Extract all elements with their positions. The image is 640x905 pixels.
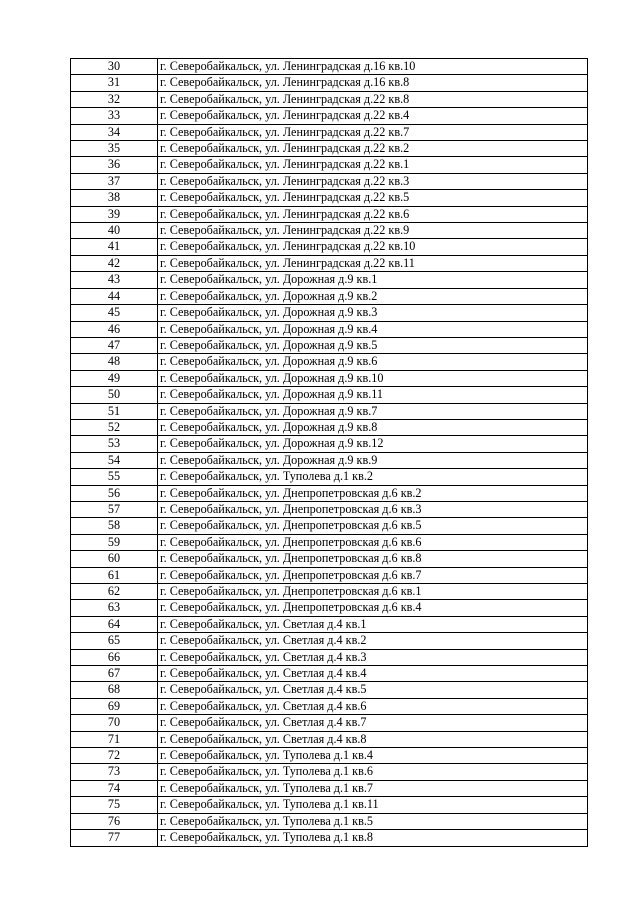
- address-cell: г. Северобайкальск, ул. Днепропетровская д.6 кв.4: [158, 600, 588, 616]
- table-row: [71, 387, 588, 403]
- table-row: [71, 715, 588, 731]
- row-number-cell: 38: [71, 190, 158, 206]
- address-cell: г. Северобайкальск, ул. Ленинградская д.22 кв.7: [158, 124, 588, 140]
- row-number-cell: 67: [71, 666, 158, 682]
- table-row: [71, 469, 588, 485]
- address-cell: г. Северобайкальск, ул. Дорожная д.9 кв.4: [158, 321, 588, 337]
- table-row: [71, 419, 588, 435]
- row-number-cell: 66: [71, 649, 158, 665]
- row-number-cell: 68: [71, 682, 158, 698]
- table-row: [71, 223, 588, 239]
- row-number-cell: 54: [71, 452, 158, 468]
- address-cell: г. Северобайкальск, ул. Туполева д.1 кв.11: [158, 797, 588, 813]
- address-cell: г. Северобайкальск, ул. Туполева д.1 кв.2: [158, 469, 588, 485]
- table-row: [71, 534, 588, 550]
- row-number-cell: 75: [71, 797, 158, 813]
- row-number-cell: 36: [71, 157, 158, 173]
- address-cell: г. Северобайкальск, ул. Светлая д.4 кв.2: [158, 633, 588, 649]
- row-number-cell: 30: [71, 59, 158, 75]
- row-number-cell: 50: [71, 387, 158, 403]
- row-number-cell: 35: [71, 141, 158, 157]
- row-number-cell: 34: [71, 124, 158, 140]
- row-number-cell: 70: [71, 715, 158, 731]
- table-row: [71, 370, 588, 386]
- table-row: [71, 288, 588, 304]
- table-row: [71, 780, 588, 796]
- table-row: [71, 551, 588, 567]
- row-number-cell: 31: [71, 75, 158, 91]
- address-cell: г. Северобайкальск, ул. Ленинградская д.22 кв.11: [158, 255, 588, 271]
- table-row: [71, 337, 588, 353]
- row-number-cell: 46: [71, 321, 158, 337]
- table-row: [71, 501, 588, 517]
- address-cell: г. Северобайкальск, ул. Дорожная д.9 кв.3: [158, 305, 588, 321]
- table-row: [71, 633, 588, 649]
- row-number-cell: 53: [71, 436, 158, 452]
- address-cell: г. Северобайкальск, ул. Туполева д.1 кв.5: [158, 813, 588, 829]
- address-cell: г. Северобайкальск, ул. Туполева д.1 кв.8: [158, 830, 588, 846]
- table-row: [71, 682, 588, 698]
- address-cell: г. Северобайкальск, ул. Светлая д.4 кв.5: [158, 682, 588, 698]
- table-row: [71, 321, 588, 337]
- address-cell: г. Северобайкальск, ул. Туполева д.1 кв.6: [158, 764, 588, 780]
- row-number-cell: 33: [71, 108, 158, 124]
- row-number-cell: 45: [71, 305, 158, 321]
- table-row: [71, 764, 588, 780]
- address-cell: г. Северобайкальск, ул. Дорожная д.9 кв.9: [158, 452, 588, 468]
- table-row: [71, 354, 588, 370]
- address-cell: г. Северобайкальск, ул. Ленинградская д.22 кв.10: [158, 239, 588, 255]
- address-table: [70, 58, 588, 847]
- row-number-cell: 40: [71, 223, 158, 239]
- row-number-cell: 59: [71, 534, 158, 550]
- address-cell: г. Северобайкальск, ул. Туполева д.1 кв.4: [158, 748, 588, 764]
- row-number-cell: 55: [71, 469, 158, 485]
- address-cell: г. Северобайкальск, ул. Светлая д.4 кв.3: [158, 649, 588, 665]
- table-row: [71, 75, 588, 91]
- address-cell: г. Северобайкальск, ул. Ленинградская д.22 кв.5: [158, 190, 588, 206]
- row-number-cell: 71: [71, 731, 158, 747]
- address-cell: г. Северобайкальск, ул. Светлая д.4 кв.8: [158, 731, 588, 747]
- address-cell: г. Северобайкальск, ул. Светлая д.4 кв.1: [158, 616, 588, 632]
- address-cell: г. Северобайкальск, ул. Днепропетровская д.6 кв.6: [158, 534, 588, 550]
- address-cell: г. Северобайкальск, ул. Ленинградская д.22 кв.8: [158, 91, 588, 107]
- table-row: [71, 190, 588, 206]
- table-row: [71, 452, 588, 468]
- row-number-cell: 69: [71, 698, 158, 714]
- address-cell: г. Северобайкальск, ул. Дорожная д.9 кв.8: [158, 419, 588, 435]
- address-cell: г. Северобайкальск, ул. Дорожная д.9 кв.2: [158, 288, 588, 304]
- address-cell: г. Северобайкальск, ул. Днепропетровская д.6 кв.8: [158, 551, 588, 567]
- address-cell: г. Северобайкальск, ул. Днепропетровская д.6 кв.3: [158, 501, 588, 517]
- row-number-cell: 58: [71, 518, 158, 534]
- address-cell: г. Северобайкальск, ул. Светлая д.4 кв.6: [158, 698, 588, 714]
- table-row: [71, 272, 588, 288]
- address-cell: г. Северобайкальск, ул. Днепропетровская д.6 кв.5: [158, 518, 588, 534]
- address-cell: г. Северобайкальск, ул. Светлая д.4 кв.4: [158, 666, 588, 682]
- row-number-cell: 72: [71, 748, 158, 764]
- row-number-cell: 44: [71, 288, 158, 304]
- address-cell: г. Северобайкальск, ул. Днепропетровская д.6 кв.7: [158, 567, 588, 583]
- row-number-cell: 39: [71, 206, 158, 222]
- address-cell: г. Северобайкальск, ул. Днепропетровская д.6 кв.2: [158, 485, 588, 501]
- table-row: [71, 157, 588, 173]
- table-row: [71, 485, 588, 501]
- address-cell: г. Северобайкальск, ул. Ленинградская д.22 кв.4: [158, 108, 588, 124]
- table-row: [71, 797, 588, 813]
- table-row: [71, 600, 588, 616]
- row-number-cell: 65: [71, 633, 158, 649]
- address-cell: г. Северобайкальск, ул. Дорожная д.9 кв.12: [158, 436, 588, 452]
- address-cell: г. Северобайкальск, ул. Ленинградская д.16 кв.10: [158, 59, 588, 75]
- row-number-cell: 74: [71, 780, 158, 796]
- row-number-cell: 63: [71, 600, 158, 616]
- table-row: [71, 666, 588, 682]
- address-table-body: [71, 59, 588, 847]
- row-number-cell: 32: [71, 91, 158, 107]
- address-cell: г. Северобайкальск, ул. Ленинградская д.22 кв.6: [158, 206, 588, 222]
- table-row: [71, 173, 588, 189]
- address-cell: г. Северобайкальск, ул. Ленинградская д.16 кв.8: [158, 75, 588, 91]
- row-number-cell: 73: [71, 764, 158, 780]
- address-cell: г. Северобайкальск, ул. Дорожная д.9 кв.6: [158, 354, 588, 370]
- table-row: [71, 830, 588, 846]
- row-number-cell: 60: [71, 551, 158, 567]
- table-row: [71, 206, 588, 222]
- table-row: [71, 584, 588, 600]
- row-number-cell: 77: [71, 830, 158, 846]
- table-row: [71, 91, 588, 107]
- row-number-cell: 64: [71, 616, 158, 632]
- table-row: [71, 141, 588, 157]
- table-row: [71, 59, 588, 75]
- table-row: [71, 698, 588, 714]
- table-row: [71, 616, 588, 632]
- row-number-cell: 41: [71, 239, 158, 255]
- address-cell: г. Северобайкальск, ул. Туполева д.1 кв.7: [158, 780, 588, 796]
- row-number-cell: 52: [71, 419, 158, 435]
- row-number-cell: 76: [71, 813, 158, 829]
- table-row: [71, 731, 588, 747]
- table-row: [71, 813, 588, 829]
- row-number-cell: 62: [71, 584, 158, 600]
- address-cell: г. Северобайкальск, ул. Ленинградская д.22 кв.3: [158, 173, 588, 189]
- address-cell: г. Северобайкальск, ул. Ленинградская д.22 кв.9: [158, 223, 588, 239]
- address-cell: г. Северобайкальск, ул. Дорожная д.9 кв.1: [158, 272, 588, 288]
- table-row: [71, 239, 588, 255]
- address-cell: г. Северобайкальск, ул. Дорожная д.9 кв.10: [158, 370, 588, 386]
- address-cell: г. Северобайкальск, ул. Ленинградская д.22 кв.2: [158, 141, 588, 157]
- address-cell: г. Северобайкальск, ул. Светлая д.4 кв.7: [158, 715, 588, 731]
- address-cell: г. Северобайкальск, ул. Дорожная д.9 кв.7: [158, 403, 588, 419]
- address-cell: г. Северобайкальск, ул. Дорожная д.9 кв.11: [158, 387, 588, 403]
- row-number-cell: 37: [71, 173, 158, 189]
- row-number-cell: 51: [71, 403, 158, 419]
- table-row: [71, 108, 588, 124]
- row-number-cell: 61: [71, 567, 158, 583]
- address-cell: г. Северобайкальск, ул. Днепропетровская д.6 кв.1: [158, 584, 588, 600]
- row-number-cell: 42: [71, 255, 158, 271]
- table-row: [71, 567, 588, 583]
- table-row: [71, 124, 588, 140]
- row-number-cell: 47: [71, 337, 158, 353]
- row-number-cell: 48: [71, 354, 158, 370]
- row-number-cell: 57: [71, 501, 158, 517]
- address-cell: г. Северобайкальск, ул. Ленинградская д.22 кв.1: [158, 157, 588, 173]
- row-number-cell: 43: [71, 272, 158, 288]
- table-row: [71, 255, 588, 271]
- table-row: [71, 305, 588, 321]
- row-number-cell: 56: [71, 485, 158, 501]
- table-row: [71, 748, 588, 764]
- table-row: [71, 403, 588, 419]
- row-number-cell: 49: [71, 370, 158, 386]
- address-cell: г. Северобайкальск, ул. Дорожная д.9 кв.5: [158, 337, 588, 353]
- table-row: [71, 649, 588, 665]
- table-row: [71, 518, 588, 534]
- table-row: [71, 436, 588, 452]
